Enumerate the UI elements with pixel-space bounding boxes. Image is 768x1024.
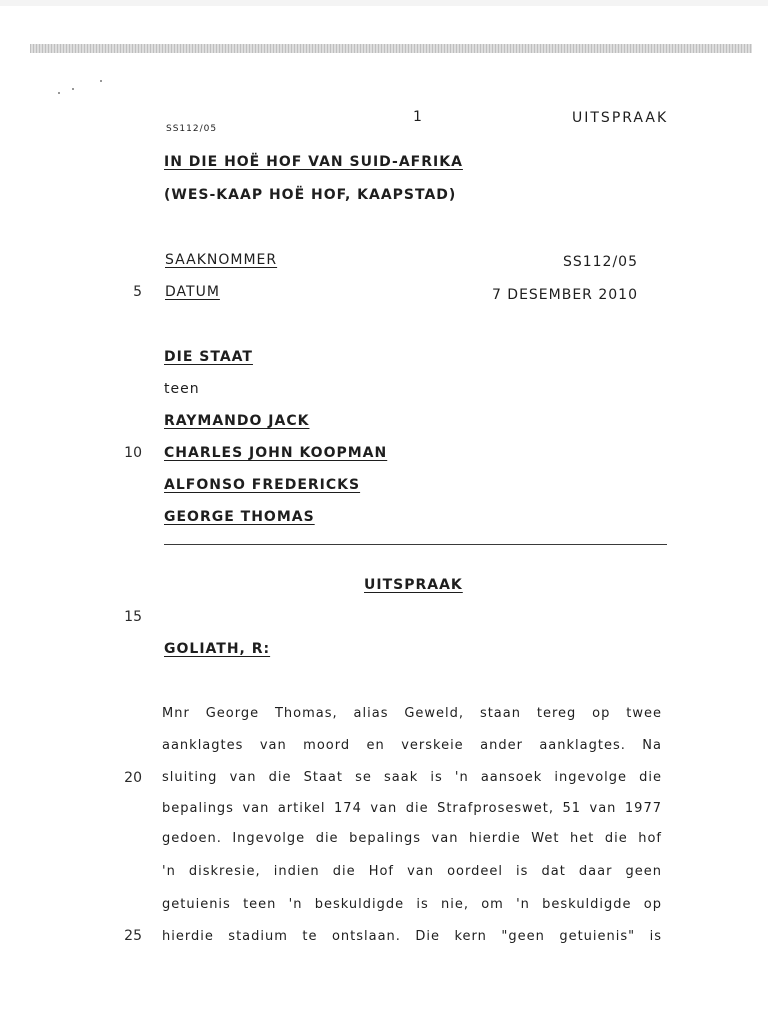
judgment-text-line: Mnr George Thomas, alias Geweld, staan tereg op twee: [162, 706, 662, 721]
judge-name: GOLIATH, R:: [164, 641, 271, 657]
scan-speck: [72, 88, 74, 90]
accused-name: ALFONSO FREDERICKS: [164, 477, 361, 493]
scan-speck: [58, 92, 60, 94]
page-number: 1: [413, 109, 423, 125]
document-type-header: UITSPRAAK: [572, 110, 669, 126]
margin-line-number: 10: [124, 445, 142, 461]
court-name-line1: IN DIE HOË HOF VAN SUID-AFRIKA: [164, 154, 463, 170]
date-label: DATUM: [165, 284, 220, 300]
accused-name: CHARLES JOHN KOOPMAN: [164, 445, 388, 461]
scan-speck: [100, 80, 102, 82]
case-reference-small: SS112/05: [166, 124, 218, 134]
scan-artifact-band: [30, 44, 752, 53]
judgment-text-line: bepalings van artikel 174 van die Strafproseswet, 51 van 1977: [162, 801, 662, 816]
judgment-text-line: hierdie stadium te ontslaan. Die kern "geen getuienis" is: [162, 929, 662, 944]
accused-name: RAYMANDO JACK: [164, 413, 310, 429]
accused-name: GEORGE THOMAS: [164, 509, 315, 525]
separator-rule: [164, 544, 667, 545]
judgment-text-line: sluiting van die Staat se saak is 'n aansoek ingevolge die: [162, 770, 662, 785]
judgment-text-line: gedoen. Ingevolge die bepalings van hierdie Wet het die hof: [162, 831, 662, 846]
court-name-line2: (WES-KAAP HOË HOF, KAAPSTAD): [164, 187, 457, 203]
case-number-value: SS112/05: [562, 254, 638, 270]
judgment-heading: UITSPRAAK: [364, 577, 463, 593]
margin-line-number: 15: [124, 609, 142, 625]
document-page: [0, 6, 768, 1024]
judgment-text-line: 'n diskresie, indien die Hof van oordeel is dat daar geen: [162, 864, 662, 879]
margin-line-number: 25: [124, 928, 142, 944]
case-number-label: SAAKNOMMER: [165, 252, 278, 268]
versus-text: teen: [164, 381, 200, 397]
margin-line-number: 5: [133, 284, 142, 300]
judgment-text-line: getuienis teen 'n beskuldigde is nie, om 'n beskuldigde op: [162, 897, 662, 912]
plaintiff-name: DIE STAAT: [164, 349, 253, 365]
judgment-text-line: aanklagtes van moord en verskeie ander aanklagtes. Na: [162, 738, 662, 753]
date-value: 7 DESEMBER 2010: [491, 287, 638, 303]
margin-line-number: 20: [124, 770, 142, 786]
